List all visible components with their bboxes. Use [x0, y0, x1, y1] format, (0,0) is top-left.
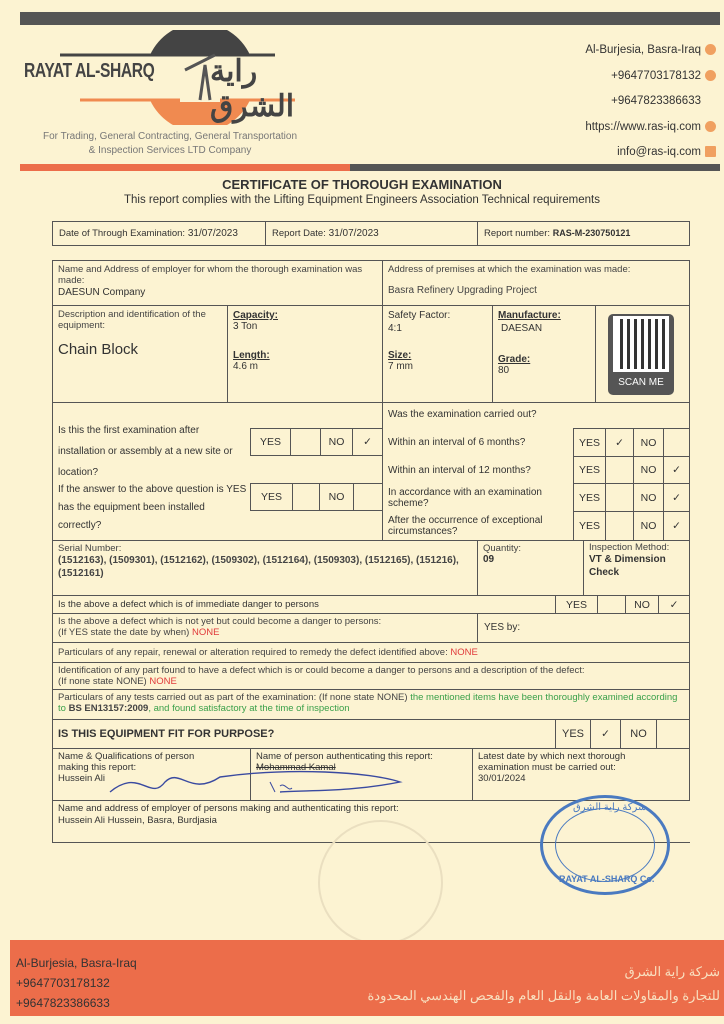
premises-cell: Address of premises at which the examination was made: Basra Refinery Upgrading Project	[382, 260, 690, 306]
immediate-yes[interactable]: YES	[555, 595, 598, 614]
report-number-cell: Report number: RAS-M-230750121	[477, 221, 690, 246]
installed-no[interactable]: NO	[319, 483, 354, 511]
certificate-subtitle: This report complies with the Lifting Equipment Engineers Association Technical requirements	[123, 194, 600, 206]
next-exam-cell: Latest date by which next thorough examination must be carried out: 30/01/2024	[472, 748, 690, 801]
method-cell: Inspection Method: VT & Dimension Check	[583, 540, 690, 596]
installed-yes[interactable]: YES	[250, 483, 293, 511]
installed-no-check[interactable]	[353, 483, 383, 511]
carried-out-yes[interactable]: YES	[573, 428, 606, 457]
company-stamp	[540, 795, 670, 895]
maker-cell: Name & Qualifications of person making this report: Hussein Ali	[52, 748, 251, 801]
carried-out-yes-check[interactable]: ✓	[605, 428, 634, 457]
logo-text-ar: راية الشرق	[210, 55, 295, 123]
mail-icon	[705, 146, 716, 157]
carried-out-no-check[interactable]: ✓	[663, 456, 690, 484]
carried-out-yes[interactable]: YES	[573, 456, 606, 484]
fit-for-purpose-row: IS THIS EQUIPMENT FIT FOR PURPOSE?	[52, 719, 690, 749]
first-exam-no[interactable]: NO	[320, 428, 353, 456]
footer-contact: Al-Burjesia, Basra-Iraq +9647703178132 +9647823386633	[16, 956, 137, 1010]
exam-date-cell: Date of Through Examination: 31/07/2023	[52, 221, 266, 246]
installed-yes-check[interactable]	[292, 483, 320, 511]
logo-text-en: RAYAT AL-SHARQ	[24, 60, 155, 82]
tests-row: Particulars of any tests carried out as part of the examination: (If none state NONE) the mentioned items have been thoroughly examined according to BS EN13157:2009, and found satisfactory at the time of inspection	[52, 689, 690, 720]
contact-address: Al-Burjesia, Basra-Iraq	[585, 38, 716, 64]
repair-row: Particulars of any repair, renewal or alteration required to remedy the defect identified above: NONE	[52, 642, 690, 663]
carried-out-no[interactable]: NO	[633, 428, 664, 457]
carried-out-question: In accordance with an examination scheme?	[388, 486, 542, 509]
carried-out-no-check[interactable]	[663, 428, 690, 457]
divider-orange	[20, 164, 350, 171]
carried-out-yes-check[interactable]	[605, 511, 634, 541]
carried-out-no-check[interactable]: ✓	[663, 483, 690, 512]
carried-out-label: Was the examination carried out?	[388, 409, 537, 420]
capacity-cell: Capacity: 3 Ton Length: 4.6 m	[227, 305, 383, 403]
divider-dark	[350, 164, 720, 171]
fit-no[interactable]: NO	[620, 719, 657, 749]
immediate-no-check[interactable]: ✓	[658, 595, 690, 614]
carried-out-yes-check[interactable]	[605, 456, 634, 484]
immediate-danger-row: Is the above a defect which is of immediate danger to persons	[52, 595, 690, 614]
carried-out-question: Within an interval of 12 months?	[388, 464, 531, 476]
employer-of-persons-cell: Name and address of employer of persons making and authenticating this report: Hussein Ali Hussein, Basra, Burdjasia	[52, 800, 690, 843]
qr-cell	[595, 305, 690, 403]
carried-out-question: After the occurrence of exceptional circumstances?	[388, 515, 543, 537]
immediate-yes-check[interactable]	[597, 595, 626, 614]
safety-cell: Safety Factor: 4:1 Size: 7 mm	[382, 305, 493, 403]
carried-out-yes-check[interactable]	[605, 483, 634, 512]
qr-pattern-icon	[616, 319, 666, 369]
watermark-seal	[318, 820, 443, 945]
carried-out-no-check[interactable]: ✓	[663, 511, 690, 541]
carried-out-no[interactable]: NO	[633, 483, 664, 512]
top-bar	[20, 12, 720, 25]
logo	[20, 30, 330, 125]
carried-out-no[interactable]: NO	[633, 456, 664, 484]
globe-icon	[705, 121, 716, 132]
employer-cell: Name and Address of employer for whom the thorough examination was made: DAESUN Company	[52, 260, 383, 306]
carried-out-yes[interactable]: YES	[573, 483, 606, 512]
future-danger-cell: Is the above a defect which is not yet but could become a danger to persons: (If YES state the date by when) NONE	[52, 613, 478, 643]
immediate-no[interactable]: NO	[625, 595, 659, 614]
fit-yes[interactable]: YES	[555, 719, 591, 749]
fit-yes-check[interactable]: ✓	[590, 719, 621, 749]
manufacture-cell: Manufacture: DAESAN Grade: 80	[492, 305, 596, 403]
carried-out-yes[interactable]: YES	[573, 511, 606, 541]
carried-out-question: Within an interval of 6 months?	[388, 437, 526, 448]
certificate-title: CERTIFICATE OF THOROUGH EXAMINATION	[222, 177, 502, 192]
quantity-cell: Quantity: 09	[477, 540, 584, 596]
stamp-text-ar: شركة راية الشرق	[573, 802, 647, 813]
equipment-cell: Description and identification of the equipment: Chain Block	[52, 305, 228, 403]
contact-phone2: +9647823386633	[611, 95, 701, 107]
serial-cell: Serial Number: (1512163), (1509301), (1512162), (1509302), (1512164), (1509303), (1512165), (151216),(1512161)	[52, 540, 478, 596]
qr-code[interactable]	[608, 314, 674, 395]
first-exam-yes[interactable]: YES	[250, 428, 291, 456]
tagline-line2: & Inspection Services LTD Company	[88, 145, 252, 156]
contact-email[interactable]: info@ras-iq.com	[585, 140, 716, 166]
installed-question: If the answer to the above question is YES has the equipment been installed correctly?	[58, 484, 247, 531]
tagline-line1: For Trading, General Contracting, General Transportation	[42, 131, 298, 142]
first-exam-no-check[interactable]: ✓	[352, 428, 383, 456]
footer-arabic: شركة راية الشرق للتجارة والمقاولات العامة والنقل العام والفحص الهندسي المحدودة	[367, 964, 720, 1003]
phone-icon	[705, 70, 716, 81]
contact-website[interactable]: https://www.ras-iq.com	[585, 115, 716, 141]
stamp-text-en: RAYAT AL-SHARQ Co.	[559, 874, 655, 884]
first-exam-question: Is this the first examination after installation or assembly at a new site or location?	[58, 425, 233, 478]
contact-list	[585, 38, 716, 166]
authenticator-cell: Name of person authenticating this report: Mohammad Kamal	[250, 748, 473, 801]
tagline	[20, 130, 320, 158]
scan-me-label: SCAN ME	[618, 377, 664, 388]
yes-by-cell: YES by:	[477, 613, 690, 643]
contact-phone1: +9647703178132	[585, 64, 716, 90]
report-date-cell: Report Date: 31/07/2023	[265, 221, 478, 246]
identification-row: Identification of any part found to have a defect which is or could become a danger to persons and a description of the defect: (If none state NONE) NONE	[52, 662, 690, 690]
first-exam-yes-check[interactable]	[290, 428, 321, 456]
fit-no-check[interactable]	[656, 719, 690, 749]
carried-out-no[interactable]: NO	[633, 511, 664, 541]
footer	[10, 940, 724, 1016]
location-pin-icon	[705, 44, 716, 55]
